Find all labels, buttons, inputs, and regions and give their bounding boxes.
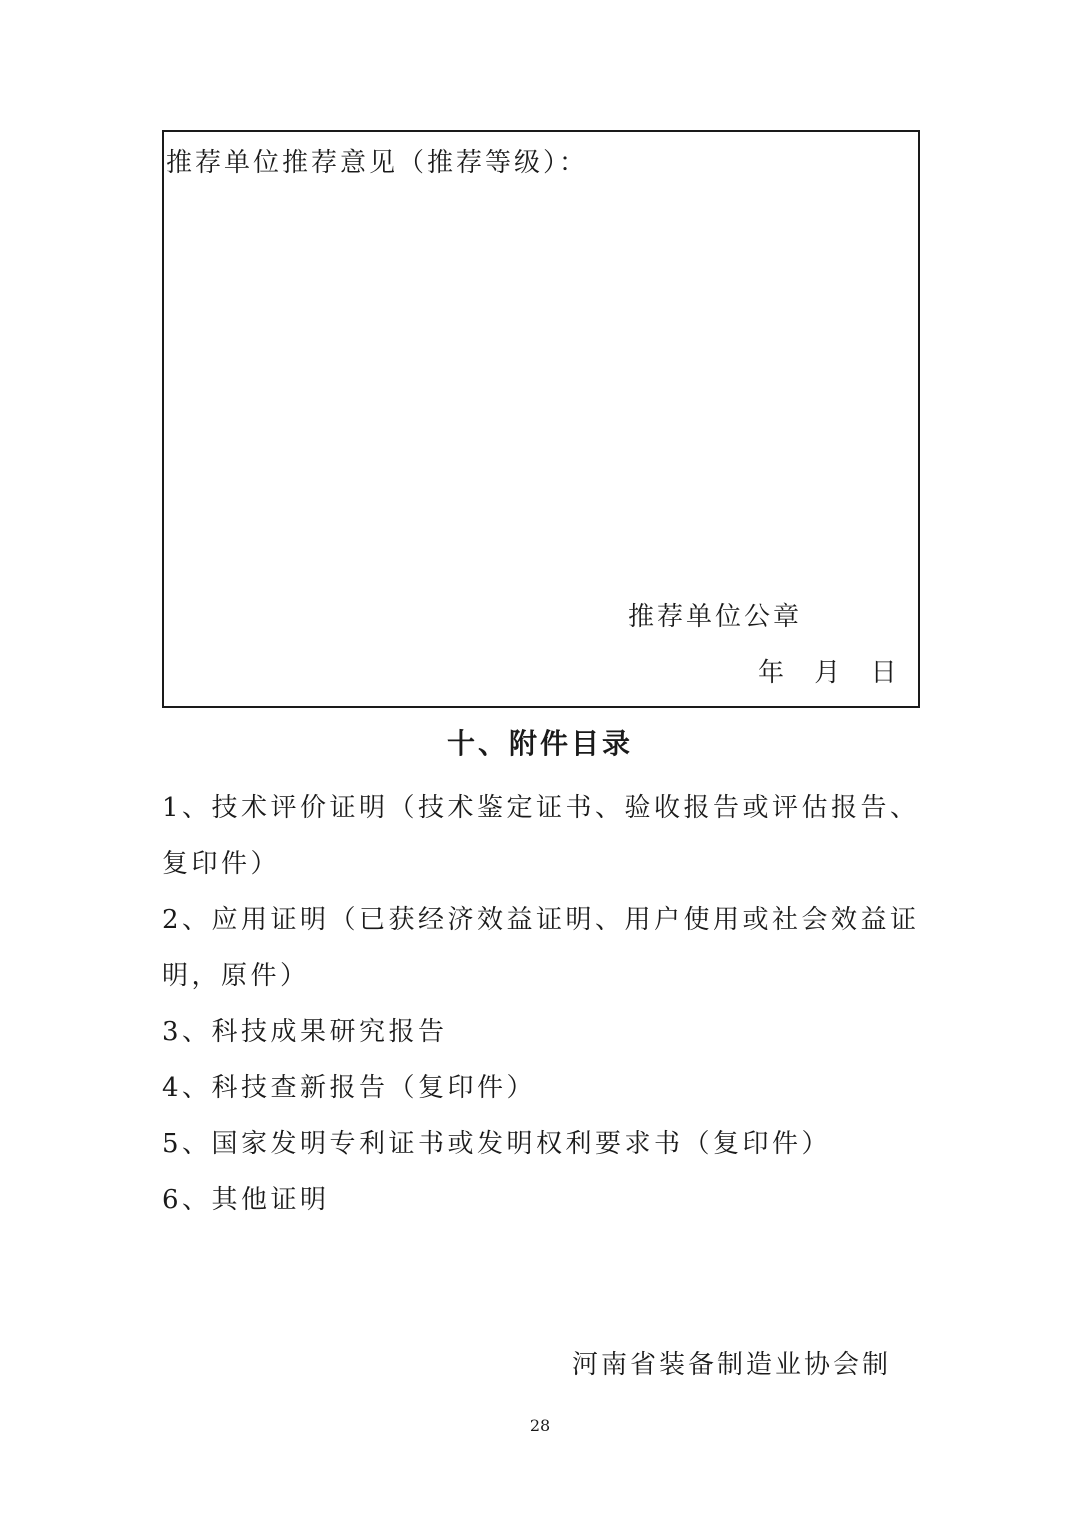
seal-label: 推荐单位公章 <box>628 602 803 632</box>
date-line <box>758 652 919 689</box>
attachment-list <box>162 780 922 1228</box>
attachment-item: 2、应用证明（已获经济效益证明、用户使用或社会效益证明，原件） <box>162 905 920 991</box>
page-number: 28 <box>529 1416 551 1435</box>
section-title: 十、附件目录 <box>446 727 633 760</box>
attachment-item: 4、科技查新报告（复印件） <box>162 1073 537 1103</box>
date-day: 日 <box>870 658 897 688</box>
recommendation-box <box>162 130 920 708</box>
recommendation-title: 推荐单位推荐意见（推荐等级）： <box>166 148 589 178</box>
date-year: 年 <box>758 658 785 688</box>
attachment-item: 1、技术评价证明（技术鉴定证书、验收报告或评估报告、复印件） <box>162 793 920 879</box>
attachment-item: 5、国家发明专利证书或发明权利要求书（复印件） <box>162 1129 832 1159</box>
date-month: 月 <box>814 658 841 688</box>
attachment-item: 3、科技成果研究报告 <box>162 1017 448 1047</box>
footer-organization: 河南省装备制造业协会制 <box>572 1350 892 1380</box>
attachment-item: 6、其他证明 <box>162 1185 330 1215</box>
